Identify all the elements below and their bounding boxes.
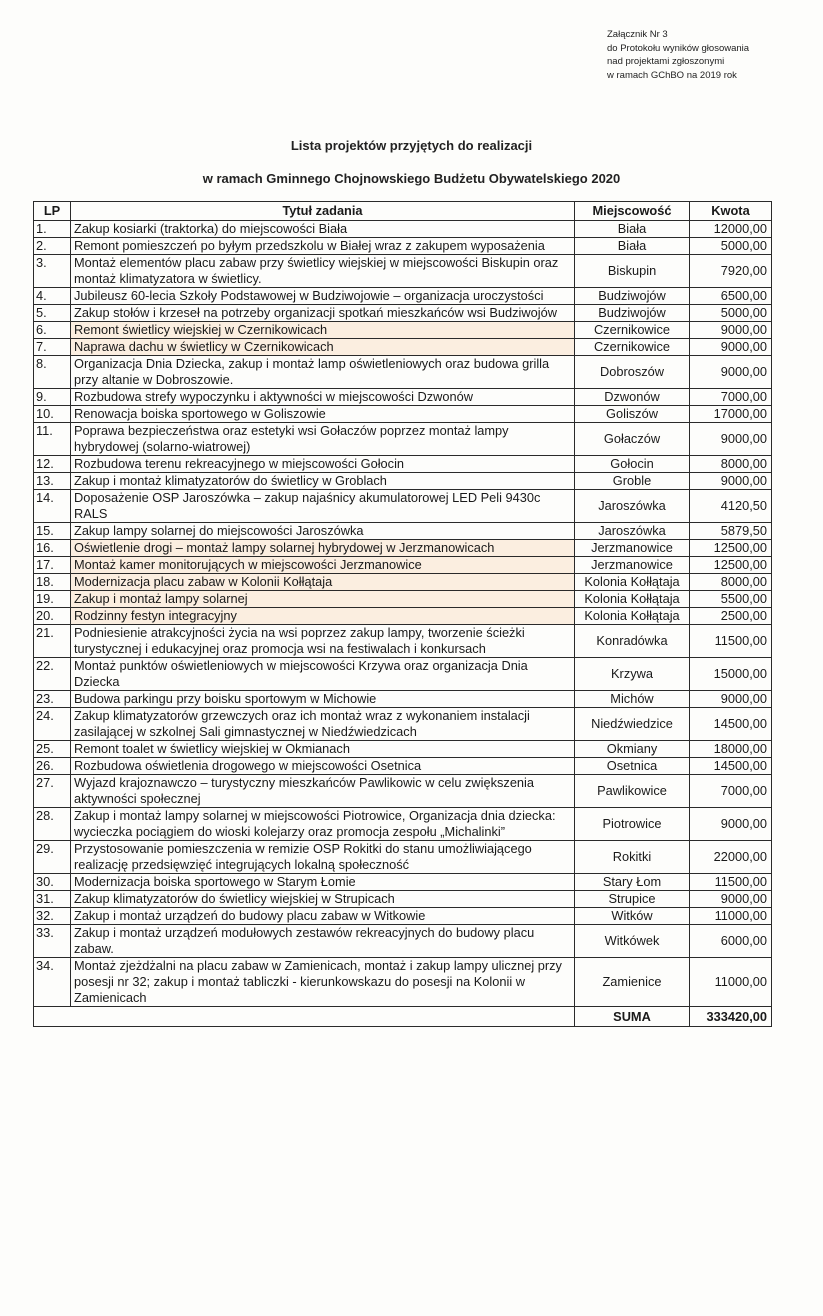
attachment-note (607, 28, 749, 82)
row-lp: 17. (34, 557, 71, 574)
row-amount: 12500,00 (690, 540, 772, 557)
row-lp: 3. (34, 255, 71, 288)
table-row (34, 908, 772, 925)
row-amount: 9000,00 (690, 339, 772, 356)
row-lp: 7. (34, 339, 71, 356)
table-row (34, 255, 772, 288)
row-amount: 5500,00 (690, 591, 772, 608)
row-amount: 11000,00 (690, 958, 772, 1007)
row-title: Naprawa dachu w świetlicy w Czernikowicach (71, 339, 575, 356)
row-title: Zakup klimatyzatorów grzewczych oraz ich montaż wraz z wykonaniem instalacji zasilającej w szkolnej Sali gimnastycznej w Niedźwiedzicach (71, 708, 575, 741)
row-place: Jaroszówka (575, 523, 690, 540)
row-amount: 5000,00 (690, 305, 772, 322)
table-row (34, 758, 772, 775)
row-amount: 7000,00 (690, 775, 772, 808)
row-place: Krzywa (575, 658, 690, 691)
table-row (34, 523, 772, 540)
table-row (34, 658, 772, 691)
row-title: Montaż elementów placu zabaw przy świetlicy wiejskiej w miejscowości Biskupin oraz montaż klimatyzatora w świetlicy. (71, 255, 575, 288)
row-title: Jubileusz 60-lecia Szkoły Podstawowej w Budziwojowie – organizacja uroczystości (71, 288, 575, 305)
table-row (34, 691, 772, 708)
table-row (34, 322, 772, 339)
row-title: Zakup kosiarki (traktorka) do miejscowości Biała (71, 221, 575, 238)
row-lp: 28. (34, 808, 71, 841)
row-title: Zakup klimatyzatorów do świetlicy wiejskiej w Strupicach (71, 891, 575, 908)
row-title: Renowacja boiska sportowego w Goliszowie (71, 406, 575, 423)
row-title: Rodzinny festyn integracyjny (71, 608, 575, 625)
sum-row (34, 1007, 772, 1027)
row-amount: 9000,00 (690, 473, 772, 490)
row-place: Okmiany (575, 741, 690, 758)
row-lp: 22. (34, 658, 71, 691)
row-place: Biskupin (575, 255, 690, 288)
row-lp: 32. (34, 908, 71, 925)
row-lp: 16. (34, 540, 71, 557)
table-row (34, 221, 772, 238)
row-lp: 33. (34, 925, 71, 958)
table-row (34, 708, 772, 741)
row-lp: 21. (34, 625, 71, 658)
row-title: Zakup i montaż urządzeń modułowych zestawów rekreacyjnych do budowy placu zabaw. (71, 925, 575, 958)
row-amount: 9000,00 (690, 356, 772, 389)
row-amount: 7000,00 (690, 389, 772, 406)
row-title: Remont świetlicy wiejskiej w Czernikowicach (71, 322, 575, 339)
row-lp: 6. (34, 322, 71, 339)
table-row (34, 608, 772, 625)
table-row (34, 874, 772, 891)
row-place: Kolonia Kołłątaja (575, 574, 690, 591)
row-amount: 5000,00 (690, 238, 772, 255)
row-lp: 30. (34, 874, 71, 891)
sum-blank (34, 1007, 575, 1027)
row-lp: 13. (34, 473, 71, 490)
table-row (34, 891, 772, 908)
row-place: Kolonia Kołłątaja (575, 591, 690, 608)
row-place: Konradówka (575, 625, 690, 658)
row-title: Wyjazd krajoznawczo – turystyczny mieszkańców Pawlikowic w celu zwiększenia aktywności społecznej (71, 775, 575, 808)
row-lp: 2. (34, 238, 71, 255)
row-amount: 9000,00 (690, 691, 772, 708)
row-title: Rozbudowa terenu rekreacyjnego w miejscowości Gołocin (71, 456, 575, 473)
row-amount: 8000,00 (690, 456, 772, 473)
row-title: Modernizacja boiska sportowego w Starym Łomie (71, 874, 575, 891)
row-lp: 5. (34, 305, 71, 322)
row-amount: 6000,00 (690, 925, 772, 958)
row-amount: 7920,00 (690, 255, 772, 288)
row-place: Jerzmanowice (575, 557, 690, 574)
table-row (34, 540, 772, 557)
row-lp: 14. (34, 490, 71, 523)
header-amount: Kwota (690, 202, 772, 221)
row-lp: 29. (34, 841, 71, 874)
table-row (34, 574, 772, 591)
projects-table (33, 201, 772, 1027)
attachment-line: nad projektami zgłoszonymi (607, 56, 725, 67)
row-title: Zakup lampy solarnej do miejscowości Jaroszówka (71, 523, 575, 540)
row-lp: 19. (34, 591, 71, 608)
table-row (34, 841, 772, 874)
table-row (34, 339, 772, 356)
row-place: Dobroszów (575, 356, 690, 389)
row-place: Witków (575, 908, 690, 925)
table-row (34, 591, 772, 608)
row-place: Jaroszówka (575, 490, 690, 523)
row-title: Remont pomieszczeń po byłym przedszkolu w Białej wraz z zakupem wyposażenia (71, 238, 575, 255)
row-amount: 18000,00 (690, 741, 772, 758)
row-amount: 9000,00 (690, 891, 772, 908)
row-lp: 25. (34, 741, 71, 758)
row-place: Witkówek (575, 925, 690, 958)
row-title: Organizacja Dnia Dziecka, zakup i montaż lamp oświetleniowych oraz budowa grilla przy altanie w Dobroszowie. (71, 356, 575, 389)
attachment-line: do Protokołu wyników głosowania (607, 42, 750, 54)
row-place: Biała (575, 238, 690, 255)
row-lp: 8. (34, 356, 71, 389)
row-amount: 5879,50 (690, 523, 772, 540)
row-place: Czernikowice (575, 322, 690, 339)
row-lp: 31. (34, 891, 71, 908)
row-amount: 2500,00 (690, 608, 772, 625)
row-amount: 9000,00 (690, 423, 772, 456)
table-row (34, 406, 772, 423)
row-amount: 12500,00 (690, 557, 772, 574)
row-place: Goliszów (575, 406, 690, 423)
row-place: Pawlikowice (575, 775, 690, 808)
table-row (34, 288, 772, 305)
row-amount: 11500,00 (690, 625, 772, 658)
row-lp: 12. (34, 456, 71, 473)
table-row (34, 958, 772, 1007)
row-lp: 20. (34, 608, 71, 625)
row-place: Budziwojów (575, 305, 690, 322)
row-amount: 6500,00 (690, 288, 772, 305)
row-place: Gołocin (575, 456, 690, 473)
header-title: Tytuł zadania (71, 202, 575, 221)
row-place: Kolonia Kołłątaja (575, 608, 690, 625)
sum-amount: 333420,00 (690, 1007, 772, 1027)
table-row (34, 741, 772, 758)
row-amount: 15000,00 (690, 658, 772, 691)
table-header-row (34, 202, 772, 221)
row-title: Montaż punktów oświetleniowych w miejscowości Krzywa oraz organizacja Dnia Dziecka (71, 658, 575, 691)
row-lp: 4. (34, 288, 71, 305)
row-title: Poprawa bezpieczeństwa oraz estetyki wsi Gołaczów poprzez montaż lampy hybrydowej (solarno-wiatrowej) (71, 423, 575, 456)
row-place: Piotrowice (575, 808, 690, 841)
table-row (34, 473, 772, 490)
header-place: Miejscowość (575, 202, 690, 221)
row-place: Budziwojów (575, 288, 690, 305)
row-lp: 10. (34, 406, 71, 423)
row-lp: 27. (34, 775, 71, 808)
document-subtitle: w ramach Gminnego Chojnowskiego Budżetu Obywatelskiego 2020 (202, 171, 621, 186)
table-row (34, 775, 772, 808)
row-place: Niedźwiedzice (575, 708, 690, 741)
row-place: Osetnica (575, 758, 690, 775)
row-amount: 17000,00 (690, 406, 772, 423)
table-row (34, 238, 772, 255)
row-place: Gołaczów (575, 423, 690, 456)
row-lp: 18. (34, 574, 71, 591)
row-place: Groble (575, 473, 690, 490)
row-title: Budowa parkingu przy boisku sportowym w Michowie (71, 691, 575, 708)
document-title: Lista projektów przyjętych do realizacji (290, 138, 533, 153)
row-title: Remont toalet w świetlicy wiejskiej w Okmianach (71, 741, 575, 758)
header-lp: LP (34, 202, 71, 221)
row-amount: 11500,00 (690, 874, 772, 891)
row-lp: 1. (34, 221, 71, 238)
table-row (34, 808, 772, 841)
row-title: Zakup i montaż klimatyzatorów do świetlicy w Groblach (71, 473, 575, 490)
row-place: Biała (575, 221, 690, 238)
row-amount: 12000,00 (690, 221, 772, 238)
row-title: Doposażenie OSP Jaroszówka – zakup najaśnicy akumulatorowej LED Peli 9430c RALS (71, 490, 575, 523)
row-title: Zakup i montaż lampy solarnej w miejscowości Piotrowice, Organizacja dnia dziecka: wycieczka pociągiem do wioski kolejarzy oraz promocja zespołu „Michalinki” (71, 808, 575, 841)
attachment-line: Załącznik Nr 3 (607, 29, 668, 40)
row-title: Montaż kamer monitorujących w miejscowości Jerzmanowice (71, 557, 575, 574)
row-amount: 4120,50 (690, 490, 772, 523)
row-lp: 34. (34, 958, 71, 1007)
row-lp: 15. (34, 523, 71, 540)
row-title: Zakup i montaż urządzeń do budowy placu zabaw w Witkowie (71, 908, 575, 925)
row-title: Modernizacja placu zabaw w Kolonii Kołłątaja (71, 574, 575, 591)
row-place: Czernikowice (575, 339, 690, 356)
row-amount: 14500,00 (690, 708, 772, 741)
row-place: Dzwonów (575, 389, 690, 406)
sum-label: SUMA (575, 1007, 690, 1027)
table-row (34, 305, 772, 322)
row-lp: 11. (34, 423, 71, 456)
attachment-line: w ramach GChBO na 2019 rok (607, 69, 737, 81)
row-amount: 9000,00 (690, 808, 772, 841)
row-amount: 8000,00 (690, 574, 772, 591)
row-title: Zakup i montaż lampy solarnej (71, 591, 575, 608)
row-amount: 22000,00 (690, 841, 772, 874)
table-row (34, 925, 772, 958)
table-row (34, 423, 772, 456)
row-lp: 9. (34, 389, 71, 406)
row-title: Zakup stołów i krzeseł na potrzeby organizacji spotkań mieszkańców wsi Budziwojów (71, 305, 575, 322)
row-title: Rozbudowa oświetlenia drogowego w miejscowości Osetnica (71, 758, 575, 775)
row-place: Stary Łom (575, 874, 690, 891)
row-place: Zamienice (575, 958, 690, 1007)
table-row (34, 557, 772, 574)
row-title: Przystosowanie pomieszczenia w remizie OSP Rokitki do stanu umożliwiającego realizację przedsięwzięć integrujących lokalną społeczność (71, 841, 575, 874)
row-place: Michów (575, 691, 690, 708)
row-title: Montaż zjeżdżalni na placu zabaw w Zamienicach, montaż i zakup lampy ulicznej przy posesji nr 32; zakup i montaż tabliczki - kierunkowskazu do posesji na Kolonii w Zamienicach (71, 958, 575, 1007)
row-title: Oświetlenie drogi – montaż lampy solarnej hybrydowej w Jerzmanowicach (71, 540, 575, 557)
row-lp: 23. (34, 691, 71, 708)
table-row (34, 625, 772, 658)
table-row (34, 456, 772, 473)
table-row (34, 356, 772, 389)
row-lp: 26. (34, 758, 71, 775)
row-amount: 9000,00 (690, 322, 772, 339)
row-title: Rozbudowa strefy wypoczynku i aktywności w miejscowości Dzwonów (71, 389, 575, 406)
row-place: Strupice (575, 891, 690, 908)
row-amount: 14500,00 (690, 758, 772, 775)
row-title: Podniesienie atrakcyjności życia na wsi poprzez zakup lampy, tworzenie ścieżki turystycznej i edukacyjnej oraz promocja wsi na festiwalach i konkursach (71, 625, 575, 658)
table-row (34, 389, 772, 406)
row-lp: 24. (34, 708, 71, 741)
row-place: Jerzmanowice (575, 540, 690, 557)
row-amount: 11000,00 (690, 908, 772, 925)
table-row (34, 490, 772, 523)
row-place: Rokitki (575, 841, 690, 874)
